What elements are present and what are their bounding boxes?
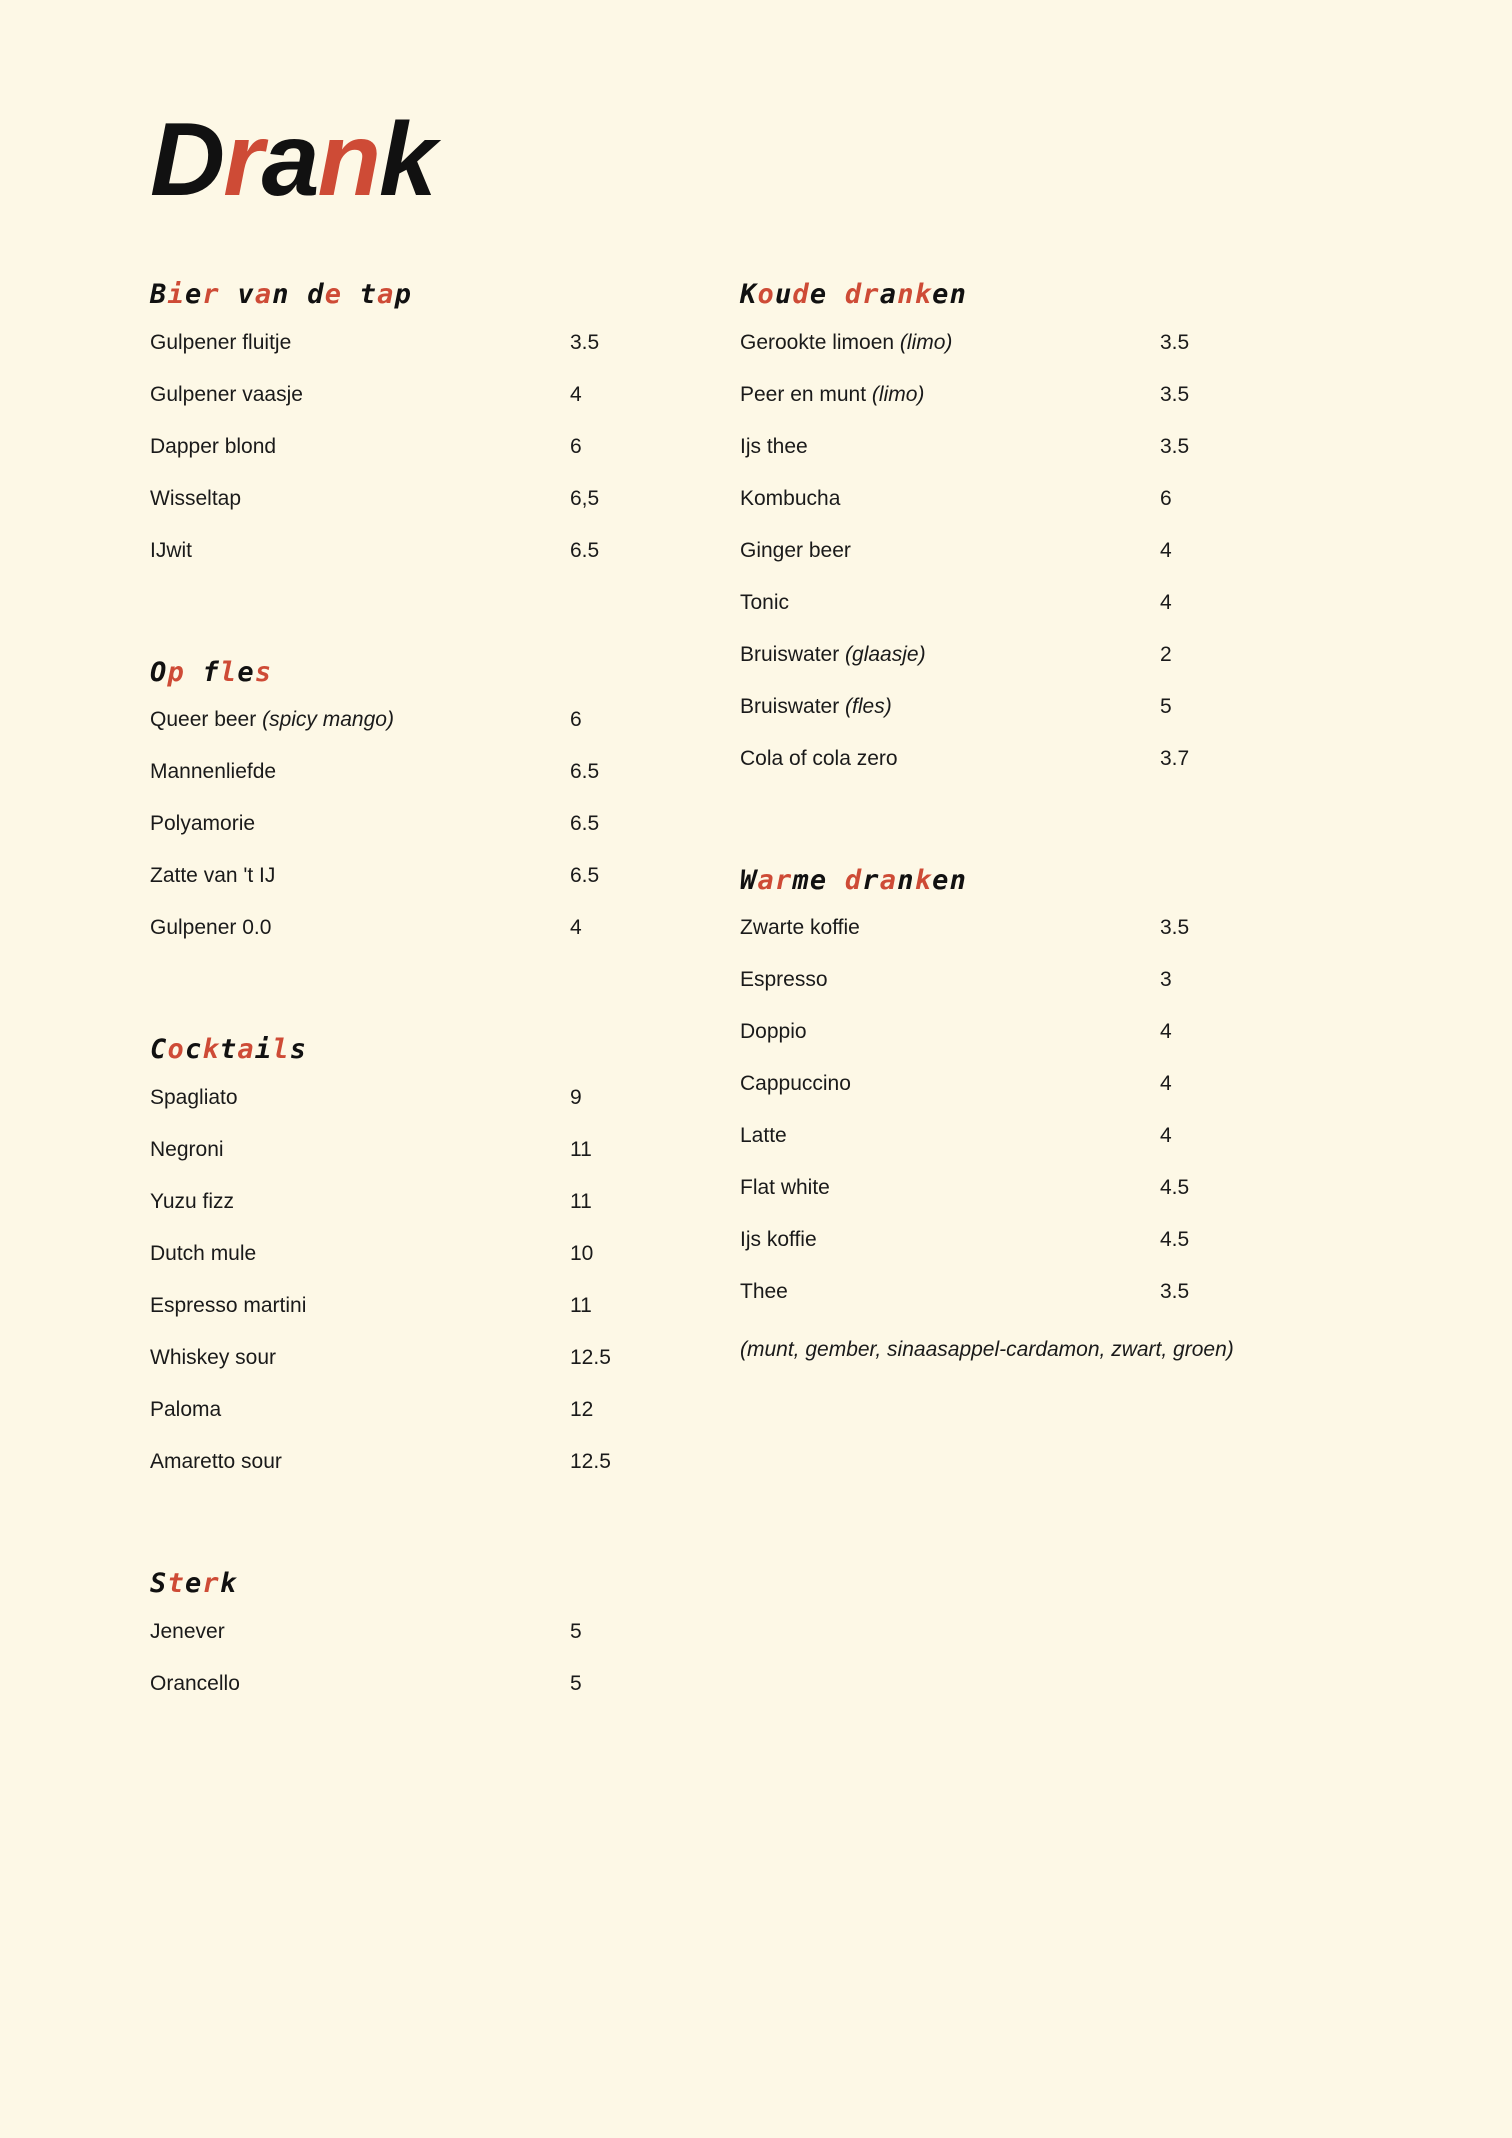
- menu-item-name-text: Tonic: [740, 590, 790, 614]
- menu-item-name: [150, 384, 570, 405]
- heading-letter: s: [254, 656, 273, 688]
- section-heading: [740, 866, 1360, 896]
- heading-letter: a: [377, 279, 395, 310]
- menu-item-row: [740, 917, 1360, 969]
- heading-letter: e: [932, 864, 950, 896]
- heading-letter: k: [219, 1568, 238, 1600]
- menu-item-row: [740, 696, 1360, 748]
- heading-letter: O: [150, 656, 168, 688]
- menu-item-row: [740, 592, 1360, 644]
- menu-item-price: 5: [570, 1619, 582, 1643]
- menu-item-row: [150, 709, 710, 761]
- menu-item-name-text: Espresso: [740, 968, 828, 992]
- heading-letter: o: [167, 1034, 185, 1066]
- menu-item-name: [150, 1139, 570, 1160]
- heading-letter: m: [792, 864, 810, 896]
- menu-item-price: 4: [1160, 1020, 1172, 1044]
- menu-item-price: 4: [570, 916, 582, 940]
- menu-item-row: [740, 1073, 1360, 1125]
- section-heading: [150, 1569, 710, 1599]
- page-title-text: [150, 102, 435, 218]
- section-heading: [150, 280, 710, 310]
- title-letter: D: [150, 102, 224, 218]
- menu-item-list: [150, 1087, 710, 1503]
- heading-letter: a: [879, 864, 898, 896]
- title-letter: k: [378, 102, 435, 218]
- menu-item-row: [150, 865, 710, 917]
- menu-item-list: [150, 709, 710, 969]
- menu-item-row: [740, 969, 1360, 1021]
- menu-item-name-text: Wisseltap: [150, 486, 242, 510]
- section-heading: [740, 280, 1360, 310]
- heading-letter: i: [254, 1034, 273, 1066]
- menu-item-name-text: Ginger beer: [740, 538, 851, 562]
- menu-item-name-text: Thee: [740, 1280, 788, 1304]
- menu-item-list: [740, 332, 1360, 800]
- menu-item-name: [150, 761, 570, 782]
- menu-section: [740, 800, 1360, 1361]
- menu-item-name: [740, 384, 1160, 405]
- menu-item-price: 6: [570, 708, 582, 732]
- menu-item-price: 3.5: [1160, 382, 1190, 406]
- menu-item-name-text: Polyamorie: [150, 812, 256, 836]
- heading-letter: e: [184, 1568, 203, 1600]
- menu-item-price: 4: [1160, 1072, 1172, 1096]
- heading-letter: e: [184, 279, 203, 310]
- menu-item-row: [740, 540, 1360, 592]
- menu-item-name: [150, 1451, 570, 1472]
- heading-letter: l: [219, 656, 238, 688]
- heading-letter: d: [844, 279, 863, 310]
- heading-letter: d: [844, 864, 863, 896]
- menu-item-row: [740, 1021, 1360, 1073]
- menu-section: [150, 592, 710, 970]
- menu-item-name: [740, 1281, 1160, 1302]
- menu-item-name: [740, 488, 1160, 509]
- menu-item-price: 6.5: [570, 760, 600, 784]
- heading-letter: a: [254, 279, 273, 310]
- menu-item-price: 10: [570, 1242, 594, 1266]
- menu-item-row: [150, 1191, 710, 1243]
- menu-item-subtitle: (glaasje): [845, 642, 926, 666]
- menu-item-price: 5: [570, 1671, 582, 1695]
- section-spacer: [150, 592, 710, 658]
- menu-item-name: [740, 332, 1160, 353]
- menu-item-name: [150, 1191, 570, 1212]
- menu-item-price: 12.5: [570, 1346, 611, 1370]
- heading-letter: n: [949, 279, 968, 310]
- title-letter: r: [223, 102, 262, 218]
- menu-item-name-text: Negroni: [150, 1138, 224, 1162]
- menu-item-name-text: Cappuccino: [740, 1072, 851, 1096]
- menu-item-price: 12.5: [570, 1450, 611, 1474]
- menu-item-row: [150, 1399, 710, 1451]
- menu-item-name: [150, 332, 570, 353]
- heading-letter: o: [757, 279, 775, 310]
- menu-item-name-text: Orancello: [150, 1671, 240, 1695]
- menu-item-name-text: Gulpener fluitje: [150, 330, 292, 354]
- heading-letter: B: [150, 279, 168, 310]
- heading-letter: e: [809, 864, 828, 896]
- heading-letter: k: [202, 1034, 220, 1066]
- section-spacer: [740, 800, 1360, 866]
- menu-item-row: [150, 384, 710, 436]
- menu-item-name: [150, 488, 570, 509]
- menu-item-name: [740, 917, 1160, 938]
- menu-item-price: 11: [570, 1294, 592, 1318]
- title-letter: n: [317, 102, 379, 218]
- menu-item-price: 4: [1160, 590, 1172, 614]
- menu-item-name-text: Doppio: [740, 1020, 807, 1044]
- heading-letter: d: [792, 279, 810, 310]
- heading-letter: [827, 865, 844, 896]
- menu-item-name-text: Latte: [740, 1124, 787, 1148]
- menu-item-name: [740, 1125, 1160, 1146]
- menu-section: [150, 1503, 710, 1725]
- menu-item-price: 6.5: [570, 812, 600, 836]
- menu-item-row: [150, 1243, 710, 1295]
- heading-letter: e: [809, 279, 828, 310]
- menu-item-subtitle: (spicy mango): [262, 708, 394, 732]
- heading-letter: p: [394, 279, 413, 310]
- heading-letter: c: [184, 1034, 203, 1066]
- heading-letter: t: [359, 279, 378, 310]
- menu-item-price: 11: [570, 1190, 592, 1214]
- menu-item-price: 2: [1160, 642, 1172, 666]
- menu-item-name: [740, 696, 1160, 717]
- menu-item-subtitle: (fles): [845, 694, 892, 718]
- heading-letter: l: [272, 1034, 290, 1066]
- menu-item-row: [740, 1177, 1360, 1229]
- menu-item-row: [740, 488, 1360, 540]
- menu-item-list: [150, 1621, 710, 1725]
- heading-letter: v: [237, 279, 255, 310]
- menu-item-name: [150, 865, 570, 886]
- menu-item-name-text: Paloma: [150, 1398, 222, 1422]
- menu-item-row: [150, 1295, 710, 1347]
- heading-letter: r: [862, 864, 880, 896]
- heading-letter: e: [237, 656, 255, 688]
- menu-item-name: [150, 1087, 570, 1108]
- menu-item-name: [150, 436, 570, 457]
- heading-letter: f: [202, 656, 220, 688]
- menu-item-price: 6: [1160, 486, 1172, 510]
- menu-item-price: 3.7: [1160, 746, 1190, 770]
- menu-item-name: [740, 1073, 1160, 1094]
- menu-item-row: [150, 761, 710, 813]
- menu-item-price: 4: [1160, 1124, 1172, 1148]
- menu-item-name: [740, 592, 1160, 613]
- menu-item-price: 11: [570, 1138, 592, 1162]
- menu-item-row: [150, 1087, 710, 1139]
- menu-item-row: [150, 488, 710, 540]
- heading-letter: t: [167, 1568, 185, 1600]
- menu-item-name-text: Espresso martini: [150, 1294, 307, 1318]
- heading-letter: r: [774, 864, 793, 896]
- heading-letter: [342, 279, 359, 310]
- menu-item-row: [740, 748, 1360, 800]
- heading-letter: d: [307, 279, 325, 310]
- heading-letter: K: [740, 279, 758, 310]
- heading-letter: t: [219, 1034, 238, 1066]
- menu-item-name-text: Amaretto sour: [150, 1450, 282, 1474]
- menu-item-name: [150, 1399, 570, 1420]
- menu-item-name: [150, 1347, 570, 1368]
- menu-item-row: [150, 1621, 710, 1673]
- heading-letter: n: [897, 864, 915, 896]
- menu-item-name-text: Gulpener 0.0: [150, 916, 272, 940]
- heading-letter: [827, 279, 844, 310]
- menu-item-price: 6.5: [570, 538, 600, 562]
- section-heading: [150, 1035, 710, 1065]
- section-footnote: (munt, gember, sinaasappel-cardamon, zwart, groen): [740, 1338, 1234, 1362]
- heading-letter: [220, 279, 237, 310]
- menu-item-name-text: Dutch mule: [150, 1242, 257, 1266]
- menu-item-row: [740, 644, 1360, 696]
- menu-item-price: 9: [570, 1086, 582, 1110]
- heading-letter: a: [237, 1034, 255, 1066]
- menu-item-row: [150, 917, 710, 969]
- menu-item-name: [740, 1229, 1160, 1250]
- heading-letter: C: [150, 1034, 168, 1066]
- menu-item-price: 6: [570, 434, 582, 458]
- menu-item-price: 3.5: [1160, 330, 1190, 354]
- menu-item-name: [740, 969, 1160, 990]
- heading-letter: u: [774, 279, 793, 310]
- heading-letter: k: [914, 279, 933, 310]
- menu-item-row: [150, 332, 710, 384]
- menu-item-name-text: Queer beer: [150, 708, 263, 732]
- menu-item-name-text: Peer en munt: [740, 382, 872, 406]
- page-title: [150, 102, 435, 218]
- heading-letter: a: [757, 864, 775, 896]
- menu-item-name-text: Bruiswater: [740, 694, 846, 718]
- heading-letter: [185, 657, 202, 688]
- menu-item-name: [740, 748, 1160, 769]
- menu-item-row: [740, 384, 1360, 436]
- heading-letter: a: [879, 279, 898, 310]
- menu-section: [150, 280, 710, 592]
- menu-item-price: 4.5: [1160, 1228, 1190, 1252]
- menu-item-row: [150, 1139, 710, 1191]
- menu-item-row: [150, 813, 710, 865]
- menu-item-name-text: Bruiswater: [740, 642, 846, 666]
- heading-letter: k: [914, 864, 933, 896]
- menu-item-subtitle: (limo): [899, 330, 953, 354]
- menu-item-subtitle: (limo): [871, 382, 925, 406]
- heading-letter: n: [897, 279, 915, 310]
- heading-letter: p: [167, 656, 185, 688]
- menu-item-row: [740, 436, 1360, 488]
- menu-item-row: [150, 436, 710, 488]
- menu-item-name: [150, 1673, 570, 1694]
- menu-item-name-text: Jenever: [150, 1619, 225, 1643]
- menu-item-name-text: Dapper blond: [150, 434, 277, 458]
- menu-item-row: [740, 1125, 1360, 1177]
- heading-letter: W: [740, 864, 758, 896]
- menu-item-name: [150, 540, 570, 561]
- left-column: [150, 280, 710, 1725]
- menu-item-row: [150, 1673, 710, 1725]
- menu-item-name-text: Ijs thee: [740, 434, 808, 458]
- section-heading: [150, 658, 710, 688]
- heading-letter: r: [862, 279, 880, 310]
- menu-item-name: [740, 1177, 1160, 1198]
- heading-letter: S: [150, 1568, 168, 1600]
- menu-item-name: [150, 1295, 570, 1316]
- menu-item-name-text: IJwit: [150, 538, 192, 562]
- menu-item-name-text: Gulpener vaasje: [150, 382, 303, 406]
- menu-item-price: 4: [570, 382, 582, 406]
- menu-item-name-text: Yuzu fizz: [150, 1190, 235, 1214]
- menu-item-row: [150, 1451, 710, 1503]
- menu-item-price: 12: [570, 1398, 594, 1422]
- menu-item-list: [150, 332, 710, 592]
- menu-section: [740, 280, 1360, 800]
- menu-item-price: 3.5: [1160, 1280, 1190, 1304]
- menu-item-price: 4.5: [1160, 1176, 1190, 1200]
- menu-item-name-text: Flat white: [740, 1176, 830, 1200]
- menu-item-price: 4: [1160, 538, 1172, 562]
- menu-item-name-text: Zwarte koffie: [740, 916, 860, 940]
- menu-item-name: [150, 813, 570, 834]
- title-letter: a: [261, 102, 318, 218]
- heading-letter: r: [202, 279, 220, 310]
- menu-item-row: [150, 1347, 710, 1399]
- section-spacer: [150, 969, 710, 1035]
- menu-item-price: 3: [1160, 968, 1172, 992]
- menu-item-name: [150, 1243, 570, 1264]
- menu-item-name-text: Zatte van 't IJ: [150, 864, 276, 888]
- menu-item-name-text: Gerookte limoen: [740, 330, 900, 354]
- heading-letter: e: [324, 279, 343, 310]
- menu-item-row: [740, 332, 1360, 384]
- menu-item-name: [740, 540, 1160, 561]
- menu-item-name: [740, 644, 1160, 665]
- menu-item-name-text: Mannenliefde: [150, 760, 277, 784]
- menu-item-name-text: Ijs koffie: [740, 1228, 817, 1252]
- menu-item-row: [150, 540, 710, 592]
- menu-item-row: [740, 1281, 1360, 1333]
- menu-item-price: 3.5: [1160, 916, 1190, 940]
- menu-item-price: 6.5: [570, 864, 600, 888]
- menu-item-name-text: Whiskey sour: [150, 1346, 277, 1370]
- menu-item-name-text: Kombucha: [740, 486, 841, 510]
- right-column: [740, 280, 1360, 1360]
- menu-item-name: [740, 1021, 1160, 1042]
- menu-item-price: 6,5: [570, 486, 600, 510]
- menu-item-name: [740, 436, 1160, 457]
- menu-item-row: [740, 1229, 1360, 1281]
- heading-letter: [290, 279, 307, 310]
- heading-letter: r: [202, 1568, 220, 1600]
- menu-section: [150, 969, 710, 1503]
- menu-item-price: 3.5: [570, 330, 600, 354]
- menu-item-name-text: Cola of cola zero: [740, 746, 898, 770]
- heading-letter: s: [289, 1034, 308, 1066]
- heading-letter: i: [167, 279, 185, 310]
- menu-item-name: [150, 1621, 570, 1642]
- section-spacer: [150, 1503, 710, 1569]
- menu-item-price: 3.5: [1160, 434, 1190, 458]
- menu-item-price: 5: [1160, 694, 1172, 718]
- menu-item-name: [150, 917, 570, 938]
- heading-letter: e: [932, 279, 950, 310]
- heading-letter: n: [949, 864, 968, 896]
- menu-item-name-text: Spagliato: [150, 1086, 238, 1110]
- menu-item-name: [150, 709, 570, 730]
- menu-item-list: [740, 917, 1360, 1333]
- heading-letter: n: [272, 279, 290, 310]
